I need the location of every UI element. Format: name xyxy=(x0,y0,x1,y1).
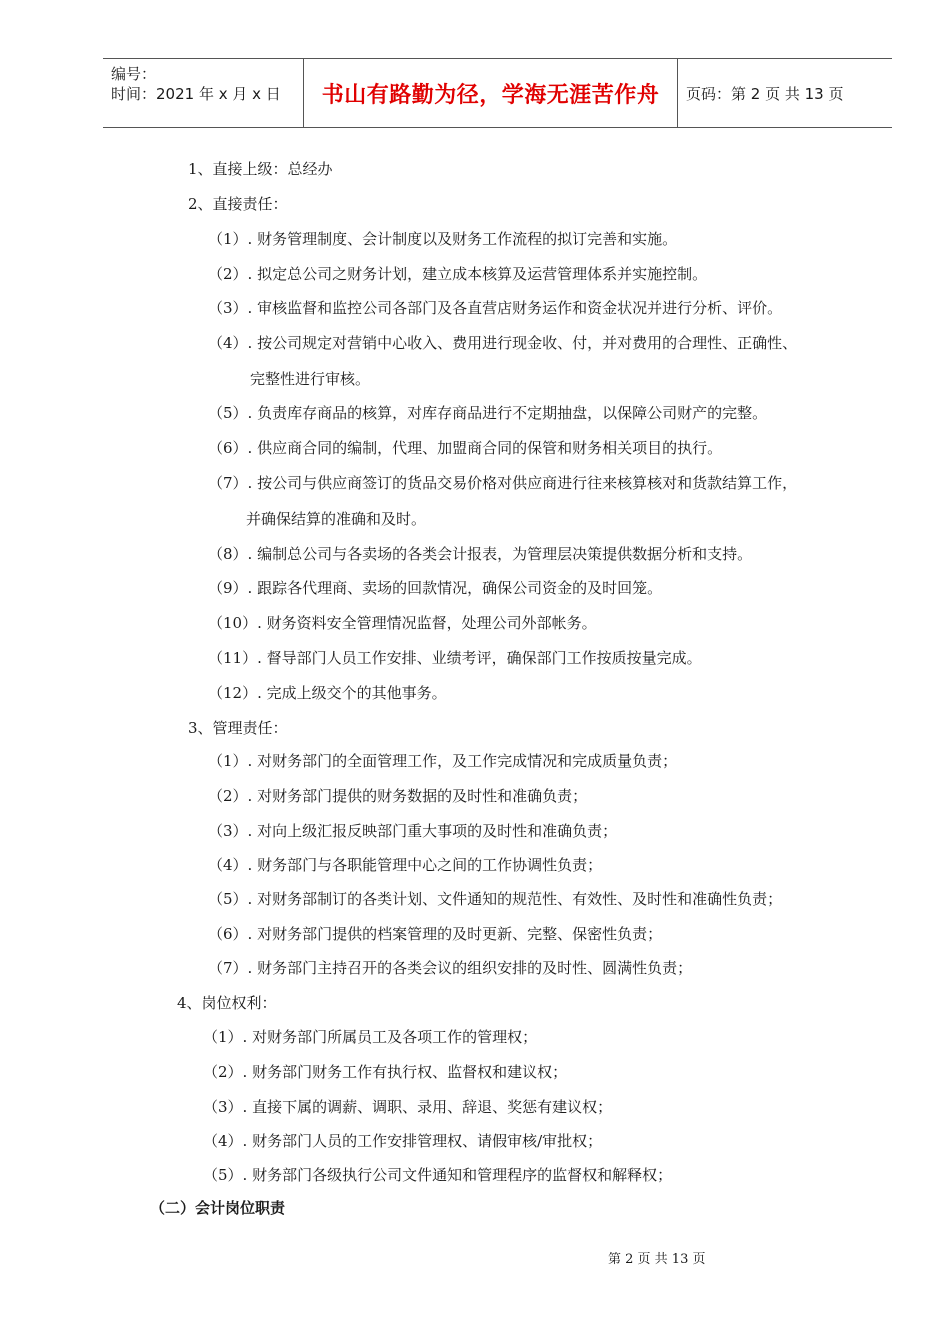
responsibility-item: （3）. 审核监督和监控公司各部门及各直营店财务运作和资金状况并进行分析、评价。 xyxy=(208,299,783,317)
responsibility-item: （5）. 负责库存商品的核算，对库存商品进行不定期抽盘，以保障公司财产的完整。 xyxy=(208,404,768,422)
responsibility-item: （4）. 按公司规定对营销中心收入、费用进行现金收、付，并对费用的合理性、正确性、 xyxy=(208,334,798,352)
rights-item: （1）. 对财务部门所属员工及各项工作的管理权； xyxy=(203,1028,538,1046)
header-motto-cell xyxy=(304,59,678,127)
management-item: （2）. 对财务部门提供的财务数据的及时性和准确负责； xyxy=(208,787,588,805)
page-header xyxy=(103,58,892,128)
rights-item: （4）. 财务部门人员的工作安排管理权、请假审核/审批权； xyxy=(203,1132,603,1150)
responsibility-item: （12）. 完成上级交个的其他事务。 xyxy=(208,684,447,702)
responsibility-item: （8）. 编制总公司与各卖场的各类会计报表，为管理层决策提供数据分析和支持。 xyxy=(208,545,753,563)
document-number-label: 编号： xyxy=(111,65,157,83)
responsibility-item: （1）. 财务管理制度、会计制度以及财务工作流程的拟订完善和实施。 xyxy=(208,230,678,248)
header-motto: 书山有路勤为径，学海无涯苦作舟 xyxy=(321,82,660,108)
responsibility-item: （7）. 按公司与供应商签订的货品交易价格对供应商进行往来核算核对和货款结算工作， xyxy=(208,474,798,492)
rights-item: （5）. 财务部门各级执行公司文件通知和管理程序的监督权和解释权； xyxy=(203,1166,673,1184)
responsibility-item-continuation: 完整性进行审核。 xyxy=(250,370,371,388)
rights-item: （3）. 直接下属的调薪、调职、录用、辞退、奖惩有建议权； xyxy=(203,1098,613,1116)
header-meta xyxy=(103,59,304,127)
rights-item: （2）. 财务部门财务工作有执行权、监督权和建议权； xyxy=(203,1063,568,1081)
responsibility-item: （9）. 跟踪各代理商、卖场的回款情况，确保公司资金的及时回笼。 xyxy=(208,579,663,597)
header-page-cell xyxy=(678,59,892,127)
responsibility-item: （10）. 财务资料安全管理情况监督，处理公司外部帐务。 xyxy=(208,614,597,632)
management-item: （4）. 财务部门与各职能管理中心之间的工作协调性负责； xyxy=(208,856,603,874)
header-page-number: 页码：第 2 页 共 13 页 xyxy=(686,84,844,103)
responsibility-item: （6）. 供应商合同的编制，代理、加盟商合同的保管和财务相关项目的执行。 xyxy=(208,439,723,457)
page-footer: 第 2 页 共 13 页 xyxy=(608,1252,706,1267)
responsibility-item-continuation: 并确保结算的准确和及时。 xyxy=(246,510,427,528)
management-item: （6）. 对财务部门提供的档案管理的及时更新、完整、保密性负责； xyxy=(208,925,663,943)
management-item: （5）. 对财务部制订的各类计划、文件通知的规范性、有效性、及时性和准确性负责； xyxy=(208,890,783,908)
document-time-label: 时间：2021 年 x 月 x 日 xyxy=(111,85,281,103)
heading-position-rights: 4、岗位权利： xyxy=(177,994,277,1012)
item-direct-superior: 1、直接上级：总经办 xyxy=(188,160,333,178)
responsibility-item: （11）. 督导部门人员工作安排、业绩考评，确保部门工作按质按量完成。 xyxy=(208,649,702,667)
responsibility-item: （2）. 拟定总公司之财务计划，建立成本核算及运营管理体系并实施控制。 xyxy=(208,265,708,283)
heading-direct-responsibility: 2、直接责任： xyxy=(188,195,288,213)
management-item: （1）. 对财务部门的全面管理工作，及工作完成情况和完成质量负责； xyxy=(208,752,678,770)
heading-management-responsibility: 3、管理责任： xyxy=(188,719,288,737)
management-item: （7）. 财务部门主持召开的各类会议的组织安排的及时性、圆满性负责； xyxy=(208,959,693,977)
management-item: （3）. 对向上级汇报反映部门重大事项的及时性和准确负责； xyxy=(208,822,618,840)
section-heading-accounting: （二）会计岗位职责 xyxy=(150,1199,286,1217)
